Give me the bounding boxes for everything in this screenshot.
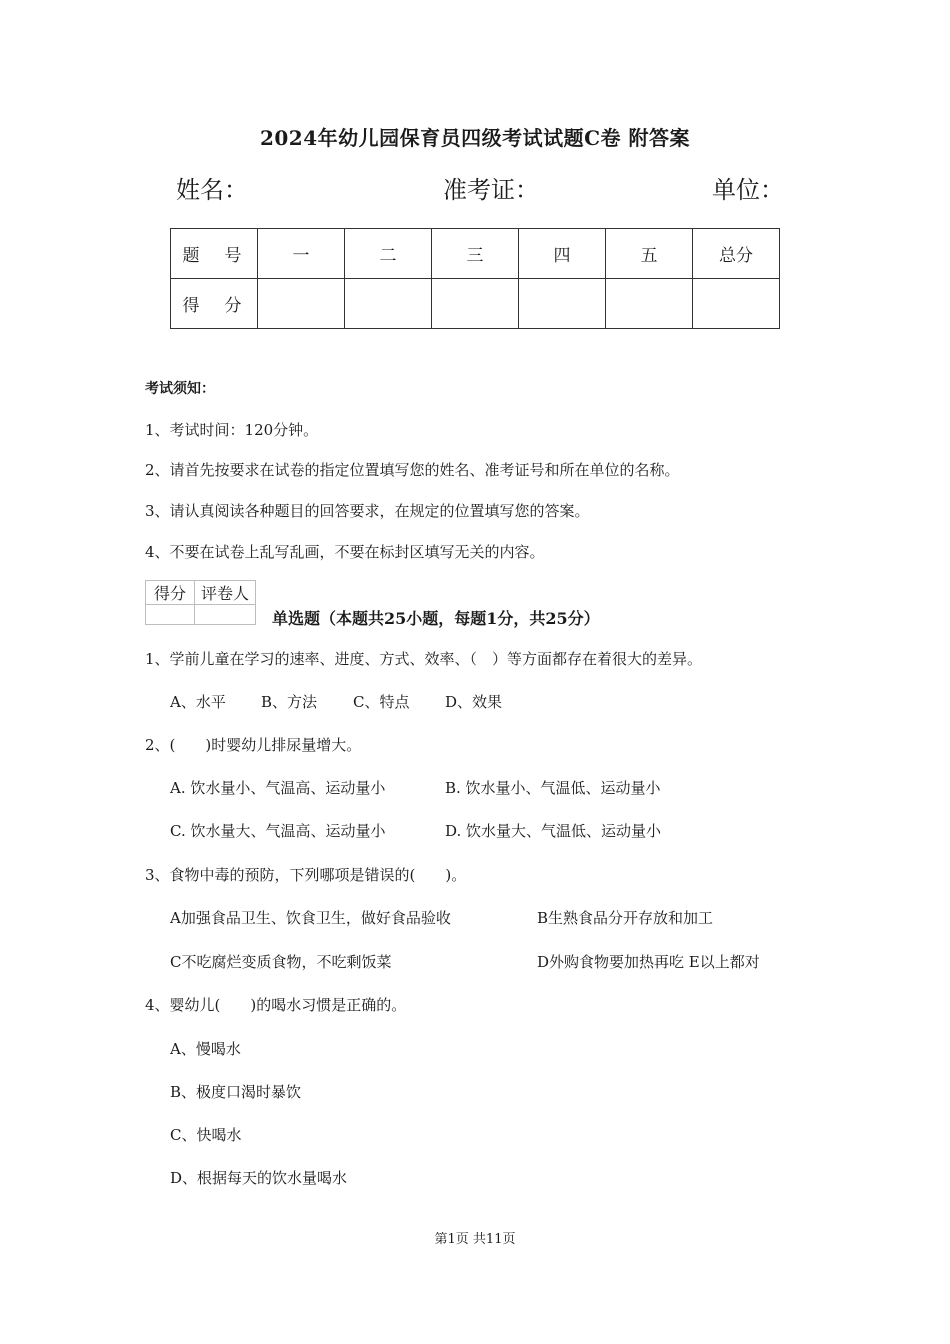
score-header-cell: 五 xyxy=(606,229,693,279)
page-title: 2024年幼儿园保育员四级考试试题C卷 附答案 xyxy=(259,126,691,150)
question-option: C、特点 xyxy=(353,693,410,711)
question-option: D、效果 xyxy=(445,693,503,711)
question-option: C、快喝水 xyxy=(170,1126,242,1144)
notice-item: 1、考试时间：120分钟。 xyxy=(145,421,319,439)
score-cell[interactable] xyxy=(519,279,606,329)
score-table-score-row xyxy=(171,279,780,329)
notice-item: 2、请首先按要求在试卷的指定位置填写您的姓名、准考证号和所在单位的名称。 xyxy=(145,461,680,479)
question-option: A、水平 xyxy=(170,693,226,711)
score-table-header-row xyxy=(171,229,780,279)
grader-reviewer-cell[interactable] xyxy=(195,605,256,625)
grader-box xyxy=(145,580,256,625)
question-option: D. 饮水量大、气温低、运动量小 xyxy=(445,822,662,840)
score-cell[interactable] xyxy=(693,279,780,329)
score-header-cell: 三 xyxy=(432,229,519,279)
question-option: B、方法 xyxy=(261,693,318,711)
question-option: A加强食品卫生、饮食卫生，做好食品验收 xyxy=(170,909,451,927)
score-table xyxy=(170,228,780,329)
score-header-cell: 四 xyxy=(519,229,606,279)
name-field-label: 姓名： xyxy=(176,176,248,204)
score-cell[interactable] xyxy=(432,279,519,329)
question-option: B生熟食品分开存放和加工 xyxy=(537,909,714,927)
notice-item: 3、请认真阅读各种题目的回答要求，在规定的位置填写您的答案。 xyxy=(145,502,590,520)
question-option: D、根据每天的饮水量喝水 xyxy=(170,1169,348,1187)
question-option: A、慢喝水 xyxy=(170,1040,241,1058)
score-cell[interactable] xyxy=(258,279,345,329)
page-footer: 第1页 共11页 xyxy=(434,1232,516,1247)
score-cell[interactable] xyxy=(345,279,432,329)
score-header-cell: 总分 xyxy=(693,229,780,279)
question-stem: 2、( )时婴幼儿排尿量增大。 xyxy=(145,736,362,754)
question-option: D外购食物要加热再吃 E以上都对 xyxy=(537,953,760,971)
question-stem: 3、食物中毒的预防，下列哪项是错误的( )。 xyxy=(145,866,467,884)
question-option: C. 饮水量大、气温高、运动量小 xyxy=(170,822,386,840)
score-header-label: 题 号 xyxy=(171,229,258,279)
question-option: B. 饮水量小、气温低、运动量小 xyxy=(445,779,661,797)
exam-id-field-label: 准考证： xyxy=(443,176,539,204)
unit-field-label: 单位： xyxy=(712,176,784,204)
section-title: 单选题（本题共25小题，每题1分，共25分） xyxy=(272,609,600,628)
grader-score-label: 得分 xyxy=(146,581,195,605)
grader-score-cell[interactable] xyxy=(146,605,195,625)
question-stem: 1、学前儿童在学习的速率、进度、方式、效率、（ ）等方面都存在着很大的差异。 xyxy=(145,650,703,668)
score-header-cell: 一 xyxy=(258,229,345,279)
score-row-label: 得 分 xyxy=(171,279,258,329)
grader-reviewer-label: 评卷人 xyxy=(195,581,256,605)
question-stem: 4、婴幼儿( )的喝水习惯是正确的。 xyxy=(145,996,407,1014)
notice-item: 4、不要在试卷上乱写乱画，不要在标封区填写无关的内容。 xyxy=(145,543,545,561)
question-option: B、极度口渴时暴饮 xyxy=(170,1083,302,1101)
question-option: C不吃腐烂变质食物，不吃剩饭菜 xyxy=(170,953,392,971)
question-option: A. 饮水量小、气温高、运动量小 xyxy=(170,779,386,797)
score-header-cell: 二 xyxy=(345,229,432,279)
notice-heading: 考试须知： xyxy=(145,381,215,397)
score-cell[interactable] xyxy=(606,279,693,329)
